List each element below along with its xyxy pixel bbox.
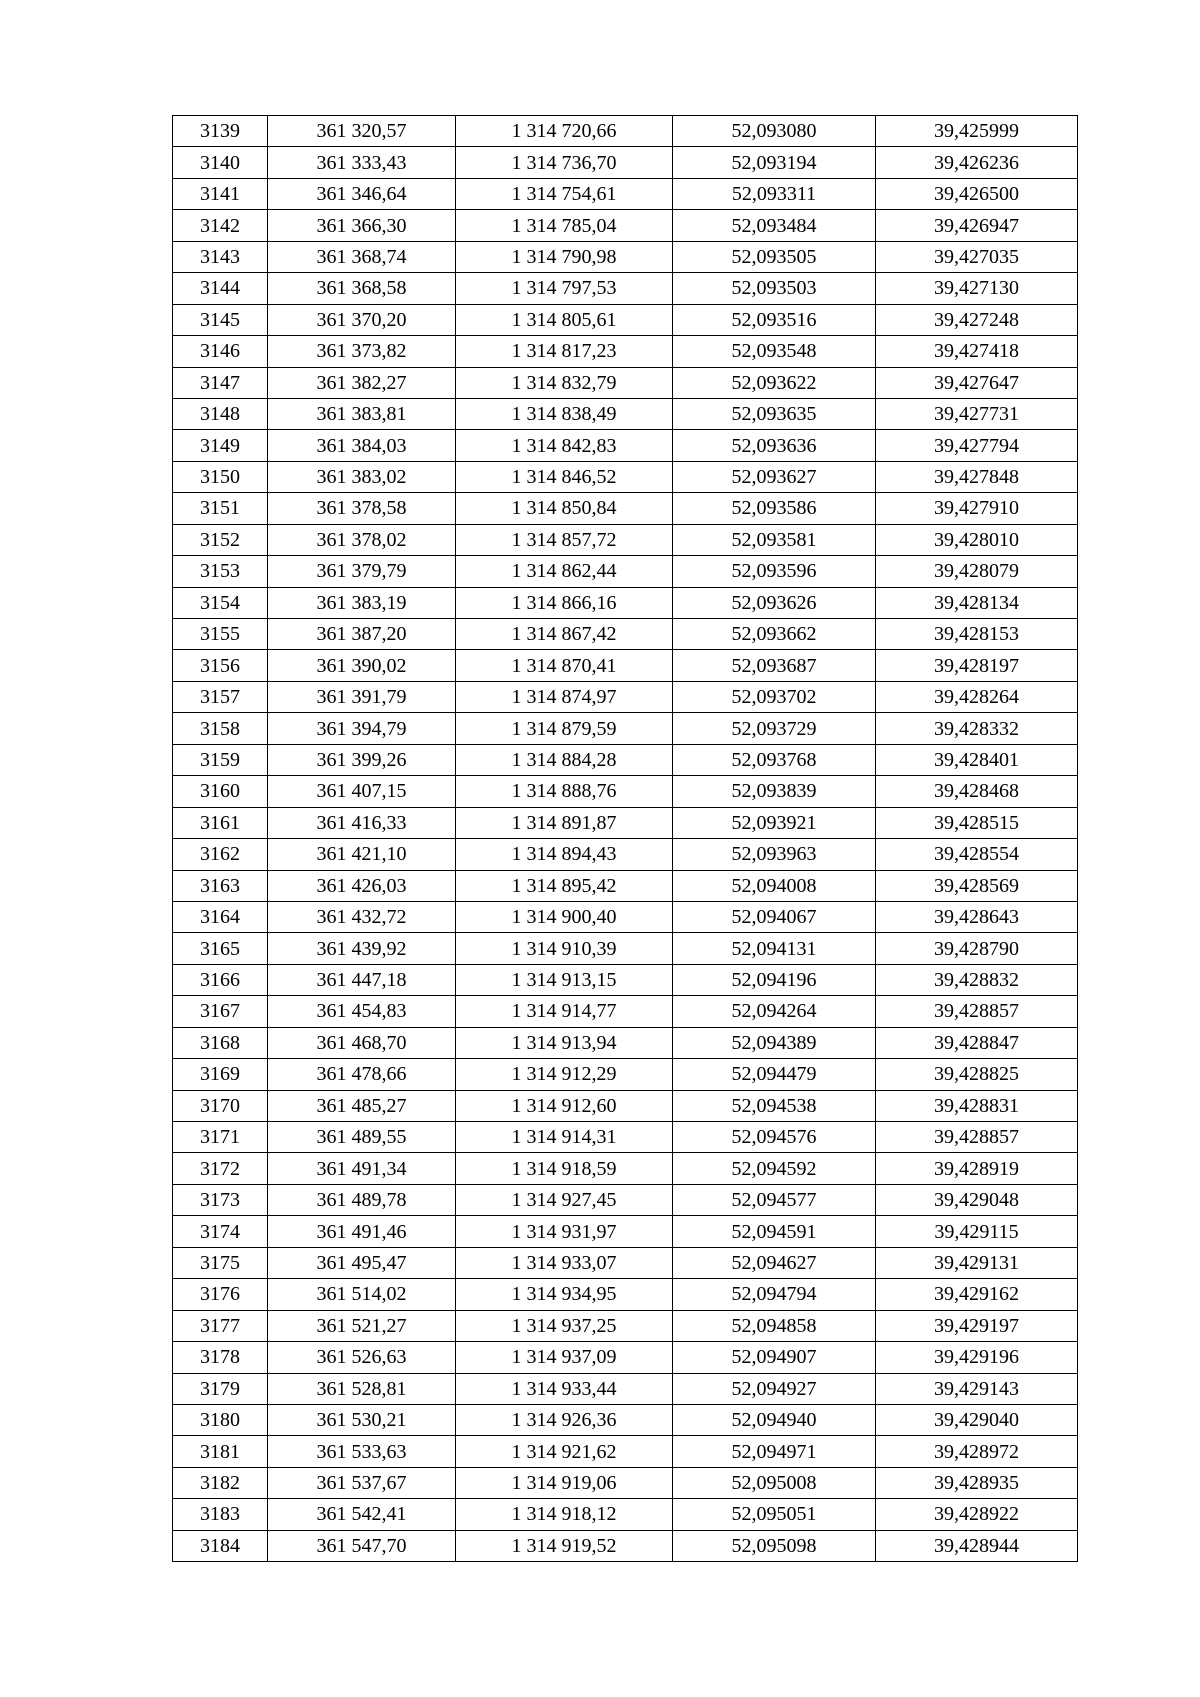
- point-number-cell: 3162: [173, 839, 268, 870]
- latitude-cell: 52,093586: [673, 493, 876, 524]
- x-coordinate-cell: 361 378,02: [268, 524, 456, 555]
- point-number-cell: 3140: [173, 147, 268, 178]
- y-coordinate-cell: 1 314 910,39: [456, 933, 673, 964]
- table-row: [173, 776, 1078, 807]
- longitude-cell: 39,428569: [876, 870, 1078, 901]
- latitude-cell: 52,093626: [673, 587, 876, 618]
- latitude-cell: 52,095051: [673, 1499, 876, 1530]
- longitude-cell: 39,428332: [876, 713, 1078, 744]
- longitude-cell: 39,428010: [876, 524, 1078, 555]
- longitude-cell: 39,428935: [876, 1467, 1078, 1498]
- latitude-cell: 52,094479: [673, 1059, 876, 1090]
- longitude-cell: 39,428264: [876, 681, 1078, 712]
- x-coordinate-cell: 361 387,20: [268, 619, 456, 650]
- x-coordinate-cell: 361 333,43: [268, 147, 456, 178]
- x-coordinate-cell: 361 537,67: [268, 1467, 456, 1498]
- table-row: [173, 650, 1078, 681]
- point-number-cell: 3146: [173, 336, 268, 367]
- x-coordinate-cell: 361 407,15: [268, 776, 456, 807]
- y-coordinate-cell: 1 314 933,44: [456, 1373, 673, 1404]
- y-coordinate-cell: 1 314 790,98: [456, 241, 673, 272]
- point-number-cell: 3156: [173, 650, 268, 681]
- y-coordinate-cell: 1 314 842,83: [456, 430, 673, 461]
- latitude-cell: 52,093963: [673, 839, 876, 870]
- x-coordinate-cell: 361 391,79: [268, 681, 456, 712]
- latitude-cell: 52,093622: [673, 367, 876, 398]
- table-row: [173, 178, 1078, 209]
- y-coordinate-cell: 1 314 895,42: [456, 870, 673, 901]
- point-number-cell: 3161: [173, 807, 268, 838]
- y-coordinate-cell: 1 314 913,15: [456, 964, 673, 995]
- latitude-cell: 52,095098: [673, 1530, 876, 1561]
- latitude-cell: 52,093505: [673, 241, 876, 272]
- latitude-cell: 52,094858: [673, 1310, 876, 1341]
- longitude-cell: 39,425999: [876, 116, 1078, 147]
- table-row: [173, 713, 1078, 744]
- longitude-cell: 39,429115: [876, 1216, 1078, 1247]
- point-number-cell: 3155: [173, 619, 268, 650]
- table-row: [173, 996, 1078, 1027]
- table-row: [173, 1499, 1078, 1530]
- longitude-cell: 39,429048: [876, 1184, 1078, 1215]
- table-row: [173, 681, 1078, 712]
- latitude-cell: 52,093635: [673, 398, 876, 429]
- table-row: [173, 556, 1078, 587]
- y-coordinate-cell: 1 314 879,59: [456, 713, 673, 744]
- longitude-cell: 39,429197: [876, 1310, 1078, 1341]
- longitude-cell: 39,428831: [876, 1090, 1078, 1121]
- latitude-cell: 52,094008: [673, 870, 876, 901]
- point-number-cell: 3142: [173, 210, 268, 241]
- x-coordinate-cell: 361 394,79: [268, 713, 456, 744]
- table-row: [173, 524, 1078, 555]
- latitude-cell: 52,094627: [673, 1247, 876, 1278]
- y-coordinate-cell: 1 314 918,12: [456, 1499, 673, 1530]
- latitude-cell: 52,093503: [673, 273, 876, 304]
- table-row: [173, 1404, 1078, 1435]
- table-row: [173, 398, 1078, 429]
- y-coordinate-cell: 1 314 867,42: [456, 619, 673, 650]
- latitude-cell: 52,093662: [673, 619, 876, 650]
- latitude-cell: 52,094067: [673, 901, 876, 932]
- longitude-cell: 39,427418: [876, 336, 1078, 367]
- latitude-cell: 52,094264: [673, 996, 876, 1027]
- y-coordinate-cell: 1 314 754,61: [456, 178, 673, 209]
- y-coordinate-cell: 1 314 937,09: [456, 1342, 673, 1373]
- y-coordinate-cell: 1 314 884,28: [456, 744, 673, 775]
- x-coordinate-cell: 361 489,78: [268, 1184, 456, 1215]
- x-coordinate-cell: 361 478,66: [268, 1059, 456, 1090]
- point-number-cell: 3148: [173, 398, 268, 429]
- table-row: [173, 461, 1078, 492]
- table-row: [173, 619, 1078, 650]
- table-row: [173, 367, 1078, 398]
- longitude-cell: 39,427248: [876, 304, 1078, 335]
- x-coordinate-cell: 361 383,19: [268, 587, 456, 618]
- x-coordinate-cell: 361 495,47: [268, 1247, 456, 1278]
- x-coordinate-cell: 361 514,02: [268, 1279, 456, 1310]
- y-coordinate-cell: 1 314 874,97: [456, 681, 673, 712]
- x-coordinate-cell: 361 416,33: [268, 807, 456, 838]
- latitude-cell: 52,094794: [673, 1279, 876, 1310]
- table-row: [173, 1436, 1078, 1467]
- longitude-cell: 39,428554: [876, 839, 1078, 870]
- longitude-cell: 39,428825: [876, 1059, 1078, 1090]
- latitude-cell: 52,093311: [673, 178, 876, 209]
- table-row: [173, 839, 1078, 870]
- y-coordinate-cell: 1 314 933,07: [456, 1247, 673, 1278]
- table-row: [173, 901, 1078, 932]
- y-coordinate-cell: 1 314 891,87: [456, 807, 673, 838]
- latitude-cell: 52,093839: [673, 776, 876, 807]
- y-coordinate-cell: 1 314 900,40: [456, 901, 673, 932]
- point-number-cell: 3167: [173, 996, 268, 1027]
- point-number-cell: 3163: [173, 870, 268, 901]
- longitude-cell: 39,429040: [876, 1404, 1078, 1435]
- longitude-cell: 39,426500: [876, 178, 1078, 209]
- table-row: [173, 1310, 1078, 1341]
- longitude-cell: 39,428919: [876, 1153, 1078, 1184]
- latitude-cell: 52,093596: [673, 556, 876, 587]
- table-row: [173, 744, 1078, 775]
- longitude-cell: 39,428197: [876, 650, 1078, 681]
- point-number-cell: 3158: [173, 713, 268, 744]
- point-number-cell: 3150: [173, 461, 268, 492]
- x-coordinate-cell: 361 373,82: [268, 336, 456, 367]
- latitude-cell: 52,093484: [673, 210, 876, 241]
- longitude-cell: 39,428401: [876, 744, 1078, 775]
- y-coordinate-cell: 1 314 912,29: [456, 1059, 673, 1090]
- longitude-cell: 39,428153: [876, 619, 1078, 650]
- longitude-cell: 39,428847: [876, 1027, 1078, 1058]
- table-row: [173, 1027, 1078, 1058]
- latitude-cell: 52,093921: [673, 807, 876, 838]
- x-coordinate-cell: 361 390,02: [268, 650, 456, 681]
- longitude-cell: 39,429131: [876, 1247, 1078, 1278]
- point-number-cell: 3184: [173, 1530, 268, 1561]
- longitude-cell: 39,427794: [876, 430, 1078, 461]
- point-number-cell: 3157: [173, 681, 268, 712]
- point-number-cell: 3147: [173, 367, 268, 398]
- latitude-cell: 52,093687: [673, 650, 876, 681]
- longitude-cell: 39,426947: [876, 210, 1078, 241]
- table-row: [173, 304, 1078, 335]
- table-row: [173, 1530, 1078, 1561]
- latitude-cell: 52,094591: [673, 1216, 876, 1247]
- longitude-cell: 39,427731: [876, 398, 1078, 429]
- latitude-cell: 52,094907: [673, 1342, 876, 1373]
- point-number-cell: 3181: [173, 1436, 268, 1467]
- table-row: [173, 1216, 1078, 1247]
- table-row: [173, 147, 1078, 178]
- y-coordinate-cell: 1 314 914,31: [456, 1122, 673, 1153]
- table-row: [173, 1279, 1078, 1310]
- y-coordinate-cell: 1 314 926,36: [456, 1404, 673, 1435]
- point-number-cell: 3151: [173, 493, 268, 524]
- x-coordinate-cell: 361 320,57: [268, 116, 456, 147]
- point-number-cell: 3145: [173, 304, 268, 335]
- coordinates-table-body: [173, 116, 1078, 1562]
- y-coordinate-cell: 1 314 736,70: [456, 147, 673, 178]
- point-number-cell: 3179: [173, 1373, 268, 1404]
- latitude-cell: 52,093548: [673, 336, 876, 367]
- point-number-cell: 3144: [173, 273, 268, 304]
- x-coordinate-cell: 361 382,27: [268, 367, 456, 398]
- x-coordinate-cell: 361 491,46: [268, 1216, 456, 1247]
- table-row: [173, 1342, 1078, 1373]
- latitude-cell: 52,094940: [673, 1404, 876, 1435]
- point-number-cell: 3165: [173, 933, 268, 964]
- longitude-cell: 39,427848: [876, 461, 1078, 492]
- x-coordinate-cell: 361 384,03: [268, 430, 456, 461]
- point-number-cell: 3143: [173, 241, 268, 272]
- longitude-cell: 39,427647: [876, 367, 1078, 398]
- x-coordinate-cell: 361 383,81: [268, 398, 456, 429]
- latitude-cell: 52,094577: [673, 1184, 876, 1215]
- y-coordinate-cell: 1 314 857,72: [456, 524, 673, 555]
- y-coordinate-cell: 1 314 888,76: [456, 776, 673, 807]
- x-coordinate-cell: 361 346,64: [268, 178, 456, 209]
- latitude-cell: 52,094131: [673, 933, 876, 964]
- x-coordinate-cell: 361 447,18: [268, 964, 456, 995]
- latitude-cell: 52,095008: [673, 1467, 876, 1498]
- latitude-cell: 52,093729: [673, 713, 876, 744]
- latitude-cell: 52,093702: [673, 681, 876, 712]
- point-number-cell: 3168: [173, 1027, 268, 1058]
- point-number-cell: 3174: [173, 1216, 268, 1247]
- point-number-cell: 3152: [173, 524, 268, 555]
- x-coordinate-cell: 361 533,63: [268, 1436, 456, 1467]
- y-coordinate-cell: 1 314 862,44: [456, 556, 673, 587]
- y-coordinate-cell: 1 314 817,23: [456, 336, 673, 367]
- latitude-cell: 52,094389: [673, 1027, 876, 1058]
- x-coordinate-cell: 361 521,27: [268, 1310, 456, 1341]
- table-row: [173, 493, 1078, 524]
- longitude-cell: 39,428468: [876, 776, 1078, 807]
- longitude-cell: 39,428790: [876, 933, 1078, 964]
- y-coordinate-cell: 1 314 838,49: [456, 398, 673, 429]
- longitude-cell: 39,429196: [876, 1342, 1078, 1373]
- longitude-cell: 39,428857: [876, 996, 1078, 1027]
- x-coordinate-cell: 361 547,70: [268, 1530, 456, 1561]
- point-number-cell: 3164: [173, 901, 268, 932]
- y-coordinate-cell: 1 314 931,97: [456, 1216, 673, 1247]
- longitude-cell: 39,429162: [876, 1279, 1078, 1310]
- point-number-cell: 3139: [173, 116, 268, 147]
- latitude-cell: 52,094538: [673, 1090, 876, 1121]
- y-coordinate-cell: 1 314 850,84: [456, 493, 673, 524]
- longitude-cell: 39,428944: [876, 1530, 1078, 1561]
- y-coordinate-cell: 1 314 937,25: [456, 1310, 673, 1341]
- y-coordinate-cell: 1 314 894,43: [456, 839, 673, 870]
- latitude-cell: 52,093194: [673, 147, 876, 178]
- y-coordinate-cell: 1 314 846,52: [456, 461, 673, 492]
- x-coordinate-cell: 361 489,55: [268, 1122, 456, 1153]
- y-coordinate-cell: 1 314 919,52: [456, 1530, 673, 1561]
- x-coordinate-cell: 361 366,30: [268, 210, 456, 241]
- y-coordinate-cell: 1 314 918,59: [456, 1153, 673, 1184]
- table-row: [173, 587, 1078, 618]
- latitude-cell: 52,093080: [673, 116, 876, 147]
- x-coordinate-cell: 361 432,72: [268, 901, 456, 932]
- table-row: [173, 116, 1078, 147]
- point-number-cell: 3180: [173, 1404, 268, 1435]
- y-coordinate-cell: 1 314 720,66: [456, 116, 673, 147]
- x-coordinate-cell: 361 370,20: [268, 304, 456, 335]
- point-number-cell: 3166: [173, 964, 268, 995]
- x-coordinate-cell: 361 530,21: [268, 1404, 456, 1435]
- table-row: [173, 1467, 1078, 1498]
- x-coordinate-cell: 361 368,74: [268, 241, 456, 272]
- point-number-cell: 3154: [173, 587, 268, 618]
- point-number-cell: 3141: [173, 178, 268, 209]
- point-number-cell: 3169: [173, 1059, 268, 1090]
- latitude-cell: 52,093636: [673, 430, 876, 461]
- y-coordinate-cell: 1 314 797,53: [456, 273, 673, 304]
- x-coordinate-cell: 361 468,70: [268, 1027, 456, 1058]
- table-row: [173, 273, 1078, 304]
- y-coordinate-cell: 1 314 785,04: [456, 210, 673, 241]
- longitude-cell: 39,428643: [876, 901, 1078, 932]
- longitude-cell: 39,429143: [876, 1373, 1078, 1404]
- latitude-cell: 52,093627: [673, 461, 876, 492]
- table-row: [173, 1373, 1078, 1404]
- point-number-cell: 3176: [173, 1279, 268, 1310]
- table-row: [173, 964, 1078, 995]
- x-coordinate-cell: 361 421,10: [268, 839, 456, 870]
- y-coordinate-cell: 1 314 832,79: [456, 367, 673, 398]
- point-number-cell: 3159: [173, 744, 268, 775]
- y-coordinate-cell: 1 314 927,45: [456, 1184, 673, 1215]
- latitude-cell: 52,094927: [673, 1373, 876, 1404]
- y-coordinate-cell: 1 314 913,94: [456, 1027, 673, 1058]
- longitude-cell: 39,428972: [876, 1436, 1078, 1467]
- x-coordinate-cell: 361 379,79: [268, 556, 456, 587]
- x-coordinate-cell: 361 439,92: [268, 933, 456, 964]
- point-number-cell: 3172: [173, 1153, 268, 1184]
- x-coordinate-cell: 361 485,27: [268, 1090, 456, 1121]
- latitude-cell: 52,093581: [673, 524, 876, 555]
- coordinates-table: [172, 115, 1078, 1562]
- x-coordinate-cell: 361 454,83: [268, 996, 456, 1027]
- table-row: [173, 430, 1078, 461]
- table-row: [173, 1059, 1078, 1090]
- y-coordinate-cell: 1 314 866,16: [456, 587, 673, 618]
- point-number-cell: 3183: [173, 1499, 268, 1530]
- point-number-cell: 3177: [173, 1310, 268, 1341]
- y-coordinate-cell: 1 314 870,41: [456, 650, 673, 681]
- y-coordinate-cell: 1 314 921,62: [456, 1436, 673, 1467]
- longitude-cell: 39,428515: [876, 807, 1078, 838]
- x-coordinate-cell: 361 426,03: [268, 870, 456, 901]
- longitude-cell: 39,426236: [876, 147, 1078, 178]
- latitude-cell: 52,094592: [673, 1153, 876, 1184]
- table-row: [173, 1184, 1078, 1215]
- point-number-cell: 3153: [173, 556, 268, 587]
- table-row: [173, 933, 1078, 964]
- table-row: [173, 1153, 1078, 1184]
- y-coordinate-cell: 1 314 919,06: [456, 1467, 673, 1498]
- table-row: [173, 336, 1078, 367]
- x-coordinate-cell: 361 378,58: [268, 493, 456, 524]
- y-coordinate-cell: 1 314 914,77: [456, 996, 673, 1027]
- table-row: [173, 870, 1078, 901]
- longitude-cell: 39,428134: [876, 587, 1078, 618]
- longitude-cell: 39,427910: [876, 493, 1078, 524]
- table-row: [173, 1122, 1078, 1153]
- table-row: [173, 1247, 1078, 1278]
- point-number-cell: 3171: [173, 1122, 268, 1153]
- table-row: [173, 807, 1078, 838]
- table-row: [173, 210, 1078, 241]
- x-coordinate-cell: 361 368,58: [268, 273, 456, 304]
- y-coordinate-cell: 1 314 805,61: [456, 304, 673, 335]
- longitude-cell: 39,428857: [876, 1122, 1078, 1153]
- x-coordinate-cell: 361 383,02: [268, 461, 456, 492]
- y-coordinate-cell: 1 314 912,60: [456, 1090, 673, 1121]
- table-row: [173, 1090, 1078, 1121]
- latitude-cell: 52,094576: [673, 1122, 876, 1153]
- x-coordinate-cell: 361 526,63: [268, 1342, 456, 1373]
- y-coordinate-cell: 1 314 934,95: [456, 1279, 673, 1310]
- longitude-cell: 39,428079: [876, 556, 1078, 587]
- point-number-cell: 3160: [173, 776, 268, 807]
- x-coordinate-cell: 361 528,81: [268, 1373, 456, 1404]
- point-number-cell: 3178: [173, 1342, 268, 1373]
- longitude-cell: 39,427130: [876, 273, 1078, 304]
- latitude-cell: 52,094971: [673, 1436, 876, 1467]
- point-number-cell: 3182: [173, 1467, 268, 1498]
- point-number-cell: 3170: [173, 1090, 268, 1121]
- longitude-cell: 39,428832: [876, 964, 1078, 995]
- x-coordinate-cell: 361 491,34: [268, 1153, 456, 1184]
- latitude-cell: 52,093768: [673, 744, 876, 775]
- x-coordinate-cell: 361 542,41: [268, 1499, 456, 1530]
- longitude-cell: 39,427035: [876, 241, 1078, 272]
- table-row: [173, 241, 1078, 272]
- x-coordinate-cell: 361 399,26: [268, 744, 456, 775]
- longitude-cell: 39,428922: [876, 1499, 1078, 1530]
- point-number-cell: 3149: [173, 430, 268, 461]
- latitude-cell: 52,093516: [673, 304, 876, 335]
- point-number-cell: 3173: [173, 1184, 268, 1215]
- point-number-cell: 3175: [173, 1247, 268, 1278]
- latitude-cell: 52,094196: [673, 964, 876, 995]
